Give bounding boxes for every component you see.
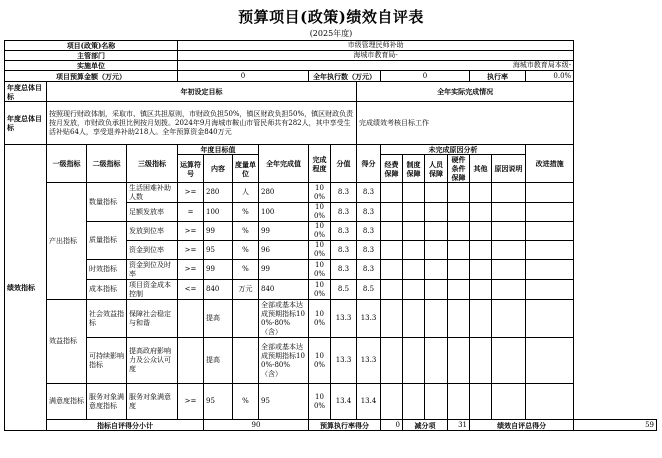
- quantity-indicator-label: 数量指标: [87, 183, 127, 222]
- dept-row: [5, 51, 657, 61]
- total-score-value: 59: [574, 420, 657, 431]
- indicator-unit: %: [233, 384, 259, 420]
- indicator-degree: 100%: [309, 338, 331, 384]
- impl-label: 实施单位: [5, 61, 178, 71]
- col-level3: 三级指标: [127, 145, 178, 183]
- indicator-unit: [233, 338, 259, 384]
- indicator-content: 95: [204, 384, 233, 420]
- goals-actual-text: 完成绩效考核目标工作: [357, 102, 574, 145]
- indicator-score: 13.3: [357, 338, 381, 384]
- indicator-degree: 100%: [309, 300, 331, 338]
- col-level1: 一级指标: [47, 145, 87, 183]
- indicator-name: 提高政府影响力及公众认可度: [127, 338, 178, 384]
- indicator-row: [5, 183, 657, 203]
- indicator-unit: [233, 300, 259, 338]
- col-op: 运算符号: [178, 155, 204, 183]
- budget-score-label: 预算执行率得分: [309, 420, 381, 431]
- indicator-actual: 95: [259, 384, 309, 420]
- project-name-row: [5, 41, 657, 51]
- goals-content-row: [5, 102, 657, 145]
- evaluation-table: [4, 40, 657, 431]
- indicator-unit: %: [233, 241, 259, 260]
- indicator-content: 280: [204, 183, 233, 203]
- indicator-actual: 280: [259, 183, 309, 203]
- indicator-full-score: 8.3: [331, 203, 357, 222]
- exec-rate-label: 执行率: [470, 71, 526, 82]
- col-improve: 改进措施: [526, 145, 574, 183]
- indicator-score: 8.3: [357, 183, 381, 203]
- indicator-score: 13.3: [357, 300, 381, 338]
- indicator-full-score: 13.3: [331, 300, 357, 338]
- indicator-degree: 100%: [309, 241, 331, 260]
- col-degree: 完成程度: [309, 145, 331, 183]
- indicator-content: 99: [204, 260, 233, 280]
- indicator-score: 8.3: [357, 222, 381, 241]
- goals-label-header: 年度总体目标: [5, 82, 47, 102]
- indicator-op: >=: [178, 222, 204, 241]
- sustainable-impact-label: 可持续影响指标: [87, 338, 127, 384]
- indicator-degree: 100%: [309, 280, 331, 300]
- benefit-indicator-label: 效益指标: [47, 300, 87, 384]
- indicator-row: [5, 222, 657, 241]
- indicator-full-score: 8.3: [331, 183, 357, 203]
- indicator-header-row-1: [5, 145, 657, 155]
- social-benefit-label: 社会效益指标: [87, 300, 127, 338]
- goals-header-row: [5, 82, 657, 102]
- indicator-full-score: 8.3: [331, 241, 357, 260]
- indicator-score: 8.3: [357, 241, 381, 260]
- indicator-degree: 100%: [309, 260, 331, 280]
- indicator-actual: 99: [259, 222, 309, 241]
- page-subtitle-year: (2025年度): [309, 29, 353, 38]
- indicator-full-score: 8.3: [331, 260, 357, 280]
- col-unit: 度量单位: [233, 155, 259, 183]
- indicator-degree: 100%: [309, 203, 331, 222]
- goals-actual-header: 全年实际完成情况: [357, 82, 574, 102]
- budget-value: 0: [178, 71, 309, 82]
- col-target-group: 年度目标值: [178, 145, 259, 155]
- indicator-name: 服务对象满意度: [127, 384, 178, 420]
- indicator-op: =: [178, 203, 204, 222]
- col-score-full: 分值: [331, 145, 357, 183]
- indicator-name: 生活困难补助人数: [127, 183, 178, 203]
- budget-row: [5, 71, 657, 82]
- cost-indicator-label: 成本指标: [87, 280, 127, 300]
- indicator-name: 项目资金成本控制: [127, 280, 178, 300]
- indicator-full-score: 8.3: [331, 222, 357, 241]
- subtotal-label: 指标自评得分小计: [47, 420, 204, 431]
- indicator-name: 资金到位及时率: [127, 260, 178, 280]
- indicator-row: [5, 384, 657, 420]
- col-reason-other: 其他: [470, 155, 492, 183]
- indicator-full-score: 13.3: [331, 338, 357, 384]
- indicator-op: >=: [178, 183, 204, 203]
- indicator-full-score: 13.4: [331, 384, 357, 420]
- dept-value: 海城市教育局-: [178, 51, 574, 61]
- indicator-unit: 人: [233, 183, 259, 203]
- indicator-op: [178, 300, 204, 338]
- col-reason-group: 未完成原因分析: [381, 145, 526, 155]
- indicator-content: 提高: [204, 300, 233, 338]
- indicator-score: 8.3: [357, 260, 381, 280]
- col-reason-note: 原因说明: [492, 155, 526, 183]
- page-title: 预算项目(政策)绩效自评表: [238, 8, 424, 26]
- perf-section-label: 绩效指标: [5, 145, 47, 431]
- indicator-degree: 100%: [309, 222, 331, 241]
- deduct-value: 31: [448, 420, 470, 431]
- indicator-unit: %: [233, 260, 259, 280]
- col-reason-funding: 经费保障: [381, 155, 403, 183]
- indicator-actual: 全部或基本达成预期指标100%-80%（含）: [259, 338, 309, 384]
- annual-exec-label: 全年执行数（万元）: [309, 71, 381, 82]
- indicator-row: [5, 280, 657, 300]
- indicator-row: [5, 300, 657, 338]
- output-indicator-label: 产出指标: [47, 183, 87, 300]
- indicator-unit: 万元: [233, 280, 259, 300]
- indicator-unit: %: [233, 203, 259, 222]
- indicator-score: 8.3: [357, 203, 381, 222]
- timeliness-indicator-label: 时效指标: [87, 260, 127, 280]
- impl-row: [5, 61, 657, 71]
- indicator-op: <=: [178, 280, 204, 300]
- deduct-label: 减分项: [403, 420, 448, 431]
- col-actual: 全年完成值: [259, 145, 309, 183]
- indicator-full-score: 8.5: [331, 280, 357, 300]
- budget-score-value: 0: [381, 420, 403, 431]
- indicator-name: 足额发放率: [127, 203, 178, 222]
- indicator-content: 提高: [204, 338, 233, 384]
- dept-label: 主管部门: [5, 51, 178, 61]
- satisfaction-indicator-label: 满意度指标: [47, 384, 87, 420]
- col-level2: 二级指标: [87, 145, 127, 183]
- quality-indicator-label: 质量指标: [87, 222, 127, 260]
- indicator-op: [178, 338, 204, 384]
- indicator-op: >=: [178, 260, 204, 280]
- indicator-actual: 840: [259, 280, 309, 300]
- indicator-actual: 全部或基本达成预期指标100%-80%（含）: [259, 300, 309, 338]
- indicator-name: 保障社会稳定与和谐: [127, 300, 178, 338]
- indicator-actual: 100: [259, 203, 309, 222]
- score-summary-row: [5, 420, 657, 431]
- indicator-name: 资金到位率: [127, 241, 178, 260]
- indicator-row: [5, 260, 657, 280]
- goals-initial-text: 按照现行财政体制，采取市、镇区共担原则，市财政负担50%，镇区财政负担50%，镇区财政负责按月发放，市财政负承担比例按月划拨。2024年9月海城市鞍山市管民师共有282人，其中享受生活补贴64人，享受退养补助218人。全年预算资金840万元: [47, 102, 357, 145]
- total-score-label: 绩效自评总得分: [470, 420, 574, 431]
- col-score: 得分: [357, 145, 381, 183]
- indicator-score: 8.5: [357, 280, 381, 300]
- indicator-actual: 96: [259, 241, 309, 260]
- col-content: 内容: [204, 155, 233, 183]
- subtotal-value: 90: [204, 420, 309, 431]
- annual-exec-value: 0: [381, 71, 470, 82]
- goals-initial-header: 年初设定目标: [47, 82, 357, 102]
- project-name-value: 市级管理民师补助: [178, 41, 574, 51]
- indicator-content: 100: [204, 203, 233, 222]
- project-name-label: 项目(政策)名称: [5, 41, 178, 51]
- indicator-op: >=: [178, 241, 204, 260]
- col-reason-system: 制度保障: [403, 155, 425, 183]
- budget-label: 项目预算金额（万元）: [5, 71, 178, 82]
- indicator-degree: 100%: [309, 183, 331, 203]
- indicator-content: 840: [204, 280, 233, 300]
- indicator-content: 99: [204, 222, 233, 241]
- indicator-degree: 100%: [309, 384, 331, 420]
- indicator-actual: 99: [259, 260, 309, 280]
- impl-value: 海城市教育局本级-: [178, 61, 574, 71]
- service-satisfaction-label: 服务对象满意度指标: [87, 384, 127, 420]
- indicator-content: 95: [204, 241, 233, 260]
- goals-label: 年度总体目标: [5, 102, 47, 145]
- indicator-row: [5, 338, 657, 384]
- indicator-score: 13.4: [357, 384, 381, 420]
- indicator-name: 发放到位率: [127, 222, 178, 241]
- indicator-op: >=: [178, 384, 204, 420]
- indicator-unit: %: [233, 222, 259, 241]
- col-reason-staff: 人员保障: [425, 155, 448, 183]
- col-reason-hardware: 硬件条件保障: [448, 155, 470, 183]
- exec-rate-value: 0.0%: [526, 71, 574, 82]
